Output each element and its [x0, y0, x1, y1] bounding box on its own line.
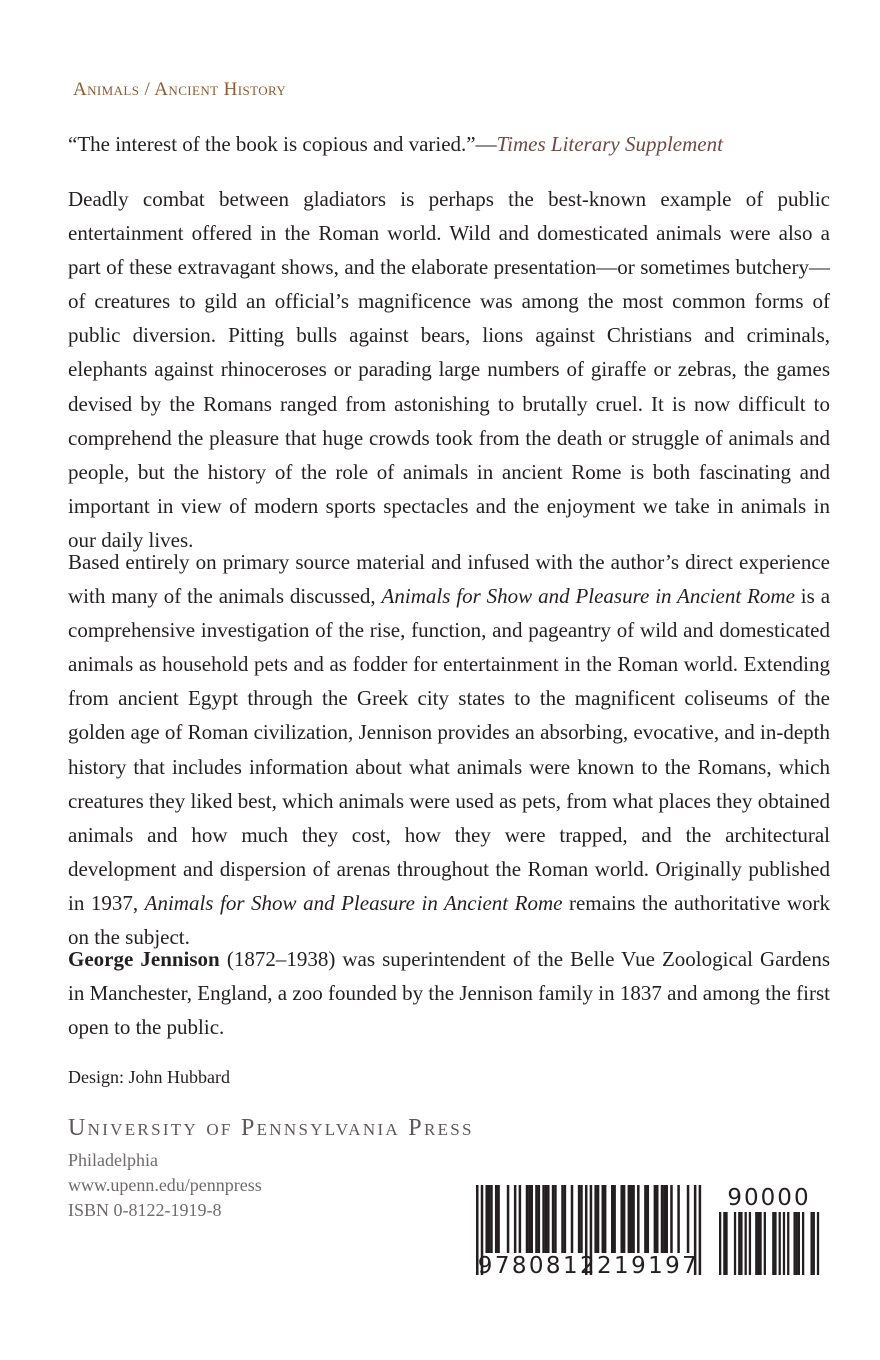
- barcode-bar: [554, 1185, 557, 1253]
- barcode-bar: [561, 1185, 564, 1253]
- barcode-bar: [637, 1185, 640, 1253]
- summary-middle: is a comprehensive investigation of the rise, function, and pageantry of wild and domesticated animals as household pets and as fodder for entertainment in the Roman world. Extending from ancient Egypt through the Greek city states to the magnificent coliseums of the golden age of Roman civilization, Jennison provides an absorbing, evocative, and in-depth history that includes information about what animals were known to the Romans, which creatures they liked best, which animals were used as pets, from what places they obtained animals and how much they cost, how they were trapped, and the architectural development and dispersion of arenas throughout the Roman world. Originally published in 1937,: [68, 584, 831, 915]
- barcode-bar: [647, 1185, 650, 1253]
- category-label: Animals / Ancient History: [73, 79, 287, 100]
- barcode-addon-bar: [779, 1212, 781, 1275]
- barcode-bar: [580, 1185, 583, 1253]
- barcode-bar: [490, 1185, 493, 1253]
- barcode-addon-bar: [802, 1212, 804, 1275]
- barcode-bar: [488, 1185, 491, 1253]
- barcode-bar: [597, 1185, 600, 1253]
- barcode-bar: [670, 1185, 673, 1253]
- barcode-addon-bar: [774, 1212, 776, 1275]
- barcode-bar: [644, 1185, 647, 1253]
- barcode-addon-bar: [772, 1212, 774, 1275]
- barcode-addon-bar: [783, 1212, 785, 1275]
- barcode-addon-bar: [793, 1212, 795, 1275]
- barcode-bar: [571, 1185, 574, 1253]
- barcode-addon-bar: [810, 1212, 812, 1275]
- barcode-addon-bar: [740, 1212, 742, 1275]
- quote-source: Times Literary Supplement: [496, 132, 723, 156]
- barcode-bar: [687, 1185, 690, 1253]
- barcode-bar: [507, 1185, 510, 1253]
- barcode-bar: [547, 1185, 550, 1253]
- publisher-city: Philadelphia: [68, 1150, 158, 1170]
- barcode-addon-bar: [757, 1212, 759, 1275]
- barcode-bar: [542, 1185, 545, 1253]
- barcode-bar: [665, 1185, 668, 1253]
- barcode-addon-bar: [755, 1212, 757, 1275]
- summary-intro: Based entirely on primary source material and infused with the author’s direct experience with many of the animals discussed,: [68, 550, 830, 609]
- barcode-bar: [628, 1185, 631, 1253]
- barcode-bar: [538, 1185, 541, 1253]
- barcode-bar: [611, 1185, 614, 1253]
- barcode-addon-bar: [734, 1212, 736, 1275]
- barcode-bar: [495, 1185, 498, 1253]
- author-bio: [68, 942, 830, 1044]
- barcode-bar: [564, 1185, 567, 1253]
- book-title: Animals for Show and Pleasure in Ancient Rome: [144, 890, 563, 915]
- barcode-bar: [620, 1185, 623, 1253]
- barcode-addon-bar: [749, 1212, 751, 1275]
- barcode-addon-bar: [738, 1212, 740, 1275]
- barcode-bar: [604, 1185, 607, 1253]
- publisher-url: www.upenn.edu/pennpress: [68, 1175, 262, 1195]
- barcode-bar: [602, 1185, 605, 1253]
- barcode-bar: [623, 1185, 626, 1253]
- barcode-addon-digits: 90000: [727, 1185, 811, 1211]
- barcode-addon-bar: [725, 1212, 727, 1275]
- barcode-bar: [613, 1185, 616, 1253]
- barcode-bar: [654, 1185, 657, 1253]
- summary-end: remains the authoritative work on the subject.: [68, 890, 830, 950]
- review-quote: [68, 129, 828, 159]
- barcode-bar: [530, 1185, 533, 1253]
- barcode-addon-bar: [719, 1212, 721, 1275]
- barcode-bar: [656, 1185, 659, 1253]
- book-title: Animals for Show and Pleasure in Ancient Rome: [381, 584, 795, 609]
- barcode-addon-bar: [764, 1212, 766, 1275]
- barcode: [476, 1185, 822, 1289]
- barcode-addon-bar: [759, 1212, 761, 1275]
- barcode-bar: [526, 1185, 529, 1253]
- barcode-digits: 9780812219197: [477, 1253, 700, 1279]
- publisher-info: [68, 1148, 262, 1223]
- author-bio-text: (1872–1938) was superintendent of the Belle Vue Zoological Gardens in Manchester, England, a zoo founded by the Jennison family in 1837 and among the first open to the public.: [68, 947, 830, 1040]
- barcode-bar: [497, 1185, 500, 1253]
- barcode-addon-bar: [796, 1212, 798, 1275]
- design-credit: Design: John Hubbard: [68, 1067, 230, 1087]
- barcode-addon-bar: [723, 1212, 725, 1275]
- description-paragraph: Deadly combat between gladiators is perhaps the best-known example of public entertainment offered in the Roman world. Wild and domesticated animals were also a part of these extravagant shows, and the elaborate presentation—or sometimes butchery—of creatures to gild an official’s magnificence was among the most common forms of public diversion. Pitting bulls against bears, lions against Christians and criminals, elephants against rhinoceroses or parading large numbers of giraffe or zebras, the games devised by the Romans ranged from astonishing to brutally cruel. It is now difficult to comprehend the pleasure that huge crowds took from the death or struggle of animals and people, but the history of the role of animals in ancient Rome is both fascinating and important in view of modern sports spectacles and the enjoyment we take in animals in our daily lives.: [68, 187, 830, 552]
- barcode-bar: [663, 1185, 666, 1253]
- barcode-bar: [677, 1185, 680, 1253]
- barcode-addon-bar: [745, 1212, 747, 1275]
- barcode-bar: [578, 1185, 581, 1253]
- barcode-bar: [545, 1185, 548, 1253]
- barcode-bar: [552, 1185, 555, 1253]
- isbn: ISBN 0-8122-1919-8: [68, 1200, 222, 1220]
- barcode-bar: [519, 1185, 522, 1253]
- barcode-bar: [485, 1185, 488, 1253]
- barcode-bar: [594, 1185, 597, 1253]
- quote-text: “The interest of the book is copious and varied.”—: [68, 132, 497, 156]
- barcode-addon-bar: [798, 1212, 800, 1275]
- barcode-addon-bar: [817, 1212, 819, 1275]
- barcode-bar: [528, 1185, 531, 1253]
- publisher-name: University of Pennsylvania Press: [68, 1115, 474, 1141]
- barcode-bar: [514, 1185, 517, 1253]
- barcode-bar: [661, 1185, 664, 1253]
- barcode-addon-bar: [813, 1212, 815, 1275]
- author-name: George Jennison: [68, 947, 220, 971]
- barcode-bar: [535, 1185, 538, 1253]
- barcode-bar: [632, 1185, 635, 1253]
- summary-paragraph: [68, 545, 830, 954]
- barcode-bar: [630, 1185, 633, 1253]
- barcode-addon-bar: [787, 1212, 789, 1275]
